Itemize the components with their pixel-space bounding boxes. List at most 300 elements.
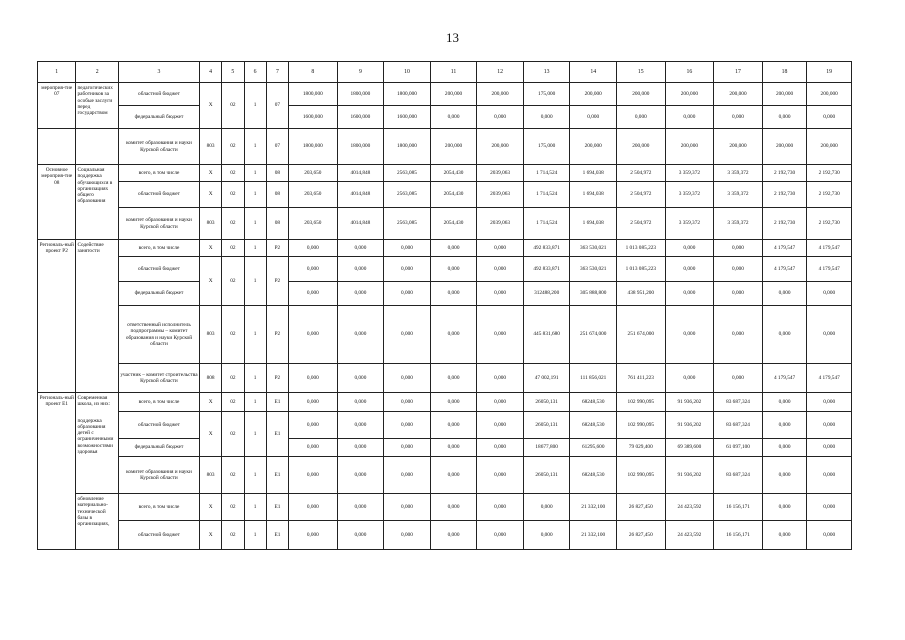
code-cell: 07 [266,129,288,165]
column-header: 7 [266,62,288,83]
value-cell: 0,000 [807,494,852,521]
value-cell: 0,000 [477,106,524,129]
value-cell: 0,000 [762,393,807,412]
code-cell: 1 [244,165,266,182]
value-cell: 2054,430 [430,182,477,208]
row-group-name: педагогических работников за особые заслуги перед государством [76,83,119,129]
value-cell: 438 951,200 [617,282,666,306]
value-cell: 0,000 [430,439,477,457]
value-cell: 0,000 [337,240,384,257]
code-cell: 1 [244,240,266,257]
value-cell: 0,000 [762,521,807,550]
value-cell: 0,000 [477,282,524,306]
value-cell: 363 530,021 [570,257,617,282]
value-cell: 102 990,095 [617,457,666,494]
value-cell: 1 714,524 [523,182,570,208]
code-cell: X [199,494,221,521]
value-cell: 1 714,524 [523,165,570,182]
code-cell: 1 [244,306,266,364]
value-cell: 0,000 [384,306,431,364]
value-cell: 3 359,372 [714,165,763,182]
code-cell: E1 [266,494,288,521]
value-cell: 0,000 [714,282,763,306]
value-cell: 1800,000 [289,129,338,165]
value-cell: 1 013 085,223 [617,257,666,282]
code-cell: P2 [266,364,288,393]
value-cell: 0,000 [337,457,384,494]
code-cell: 07 [266,83,288,129]
value-cell: 492 833,871 [523,240,570,257]
value-cell: 0,000 [762,439,807,457]
value-cell: 251 674,000 [570,306,617,364]
value-cell: 0,000 [337,282,384,306]
code-cell: P2 [266,257,288,306]
table-row [38,282,852,306]
value-cell: 47 002,191 [523,364,570,393]
column-header: 14 [570,62,617,83]
value-cell: 0,000 [807,306,852,364]
value-cell: 3 359,372 [665,208,714,240]
value-cell: 68248,530 [570,412,617,439]
value-cell: 0,000 [384,393,431,412]
value-cell: 200,000 [807,129,852,165]
value-cell: 2039,063 [477,165,524,182]
value-cell: 175,000 [523,129,570,165]
value-cell: 0,000 [665,306,714,364]
value-cell: 203,650 [289,208,338,240]
value-cell: 200,000 [477,83,524,106]
value-cell: 91 936,202 [665,412,714,439]
row-group-name: Содействие занятости [76,240,119,393]
code-cell: E1 [266,393,288,412]
value-cell: 0,000 [807,106,852,129]
row-group-label: мероприя-тие 07 [38,83,76,129]
value-cell: 0,000 [807,521,852,550]
value-cell: 1600,000 [384,106,431,129]
value-cell: 2563,085 [384,182,431,208]
value-cell: 0,000 [617,106,666,129]
value-cell: 2039,063 [477,182,524,208]
code-cell: 02 [222,208,244,240]
value-cell: 0,000 [430,257,477,282]
value-cell: 0,000 [523,521,570,550]
value-cell: 0,000 [289,393,338,412]
row-group-label: Региональ-ный проект P2 [38,240,76,393]
value-cell: 0,000 [289,282,338,306]
code-cell: 1 [244,521,266,550]
code-cell: X [199,521,221,550]
table-row [38,182,852,208]
value-cell: 0,000 [337,494,384,521]
value-cell: 312488,200 [523,282,570,306]
source-label: ответственный исполнитель подпрограммы – комитет образования и науки Курской области [118,306,199,364]
value-cell: 3 359,372 [665,165,714,182]
value-cell: 1 694,038 [570,165,617,182]
value-cell: 4 179,547 [807,257,852,282]
column-header: 8 [289,62,338,83]
value-cell: 2 192,730 [762,182,807,208]
value-cell: 200,000 [714,129,763,165]
value-cell: 0,000 [430,240,477,257]
code-cell: 02 [222,494,244,521]
value-cell: 79 029,400 [617,439,666,457]
column-header: 19 [807,62,852,83]
value-cell: 1800,000 [337,83,384,106]
code-cell: X [199,412,221,457]
source-label: федеральный бюджет [118,106,199,129]
value-cell: 4 179,547 [807,240,852,257]
value-cell: 68248,530 [570,457,617,494]
code-cell: 02 [222,182,244,208]
source-label: областной бюджет [118,412,199,439]
code-cell: 02 [222,165,244,182]
code-cell: X [199,182,221,208]
value-cell: 0,000 [477,457,524,494]
value-cell: 0,000 [762,457,807,494]
code-cell: 02 [222,306,244,364]
row-group-label: Основное мероприя-тие 08 [38,165,76,240]
value-cell: 200,000 [762,129,807,165]
value-cell: 0,000 [289,240,338,257]
code-cell: 1 [244,393,266,412]
value-cell: 2039,063 [477,208,524,240]
column-header: 9 [337,62,384,83]
column-header: 5 [222,62,244,83]
value-cell: 0,000 [384,521,431,550]
value-cell: 0,000 [762,282,807,306]
column-header: 15 [617,62,666,83]
table-row [38,240,852,257]
code-cell: X [199,83,221,129]
code-cell: 1 [244,412,266,457]
value-cell: 61 097,100 [714,439,763,457]
value-cell: 0,000 [337,364,384,393]
value-cell: 0,000 [289,457,338,494]
value-cell: 1800,000 [337,129,384,165]
budget-table [37,61,852,550]
value-cell: 2 192,730 [807,208,852,240]
value-cell: 200,000 [714,83,763,106]
value-cell: 0,000 [807,457,852,494]
value-cell: 251 674,000 [617,306,666,364]
code-cell: 02 [222,521,244,550]
value-cell: 83 687,324 [714,393,763,412]
source-label: областной бюджет [118,182,199,208]
value-cell: 24 423,592 [665,521,714,550]
value-cell: 2 192,730 [807,165,852,182]
table-row [38,106,852,129]
code-cell: 02 [222,257,244,306]
value-cell: 111 856,021 [570,364,617,393]
value-cell: 492 833,871 [523,257,570,282]
column-header: 1 [38,62,76,83]
value-cell: 0,000 [714,306,763,364]
value-cell: 2563,085 [384,208,431,240]
value-cell: 0,000 [430,306,477,364]
value-cell: 1800,000 [289,83,338,106]
value-cell: 0,000 [337,393,384,412]
value-cell: 1 714,524 [523,208,570,240]
code-cell: 1 [244,257,266,306]
value-cell: 200,000 [762,83,807,106]
value-cell: 26050,131 [523,457,570,494]
code-cell: 02 [222,129,244,165]
value-cell: 305 888,800 [570,282,617,306]
code-cell: 803 [199,129,221,165]
value-cell: 83 687,324 [714,457,763,494]
value-cell: 200,000 [807,83,852,106]
value-cell: 2563,085 [384,165,431,182]
row-group-label: Региональ-ный проект Е1 [38,393,76,550]
value-cell: 102 990,095 [617,393,666,412]
code-cell: 08 [266,165,288,182]
column-header: 13 [523,62,570,83]
column-header: 2 [76,62,119,83]
source-label: всего, в том числе [118,240,199,257]
code-cell: 08 [266,208,288,240]
value-cell: 1600,000 [289,106,338,129]
value-cell: 18677,800 [523,439,570,457]
value-cell: 26050,131 [523,393,570,412]
value-cell: 0,000 [762,106,807,129]
value-cell: 69 389,600 [665,439,714,457]
value-cell: 200,000 [477,129,524,165]
table-row [38,62,852,83]
value-cell: 2 504,972 [617,182,666,208]
source-label: федеральный бюджет [118,439,199,457]
value-cell: 0,000 [430,521,477,550]
value-cell: 1800,000 [384,83,431,106]
column-header: 11 [430,62,477,83]
value-cell: 2 192,730 [762,208,807,240]
column-header: 4 [199,62,221,83]
table-row [38,257,852,282]
value-cell: 0,000 [477,364,524,393]
code-cell: P2 [266,306,288,364]
value-cell: 0,000 [430,282,477,306]
value-cell: 2054,430 [430,208,477,240]
value-cell: 0,000 [477,257,524,282]
value-cell: 91 936,202 [665,393,714,412]
table-row [38,364,852,393]
table-row [38,521,852,550]
code-cell: 02 [222,240,244,257]
value-cell: 4014,848 [337,182,384,208]
table-row [38,412,852,439]
value-cell: 0,000 [665,257,714,282]
value-cell: 0,000 [384,494,431,521]
table-row [38,439,852,457]
column-header: 10 [384,62,431,83]
source-label: областной бюджет [118,83,199,106]
source-label: всего, в том числе [118,393,199,412]
row-group-name [76,393,119,494]
code-cell: E1 [266,412,288,457]
table-row [38,457,852,494]
value-cell: 0,000 [477,439,524,457]
table-row [38,208,852,240]
row-group-label [38,129,76,165]
value-cell: 0,000 [665,282,714,306]
value-cell: 0,000 [477,240,524,257]
code-cell: 808 [199,364,221,393]
code-cell: E1 [266,457,288,494]
value-cell: 4 179,547 [762,364,807,393]
code-cell: 1 [244,457,266,494]
value-cell: 0,000 [714,240,763,257]
value-cell: 0,000 [477,306,524,364]
value-cell: 0,000 [665,106,714,129]
value-cell: 4014,848 [337,165,384,182]
value-cell: 0,000 [430,457,477,494]
value-cell: 0,000 [477,412,524,439]
column-header: 12 [477,62,524,83]
value-cell: 0,000 [430,106,477,129]
value-cell: 203,650 [289,182,338,208]
code-cell: E1 [266,521,288,550]
value-cell: 0,000 [384,257,431,282]
value-cell: 26 827,450 [617,494,666,521]
value-cell: 200,000 [430,83,477,106]
value-cell: 363 530,021 [570,240,617,257]
value-cell: 0,000 [477,494,524,521]
value-cell: 68248,530 [570,393,617,412]
value-cell: 1 694,038 [570,208,617,240]
code-cell: 1 [244,364,266,393]
column-header: 18 [762,62,807,83]
column-header: 16 [665,62,714,83]
code-cell: 1 [244,494,266,521]
value-cell: 0,000 [289,257,338,282]
value-cell: 200,000 [617,129,666,165]
value-cell: 0,000 [337,521,384,550]
value-cell: 0,000 [289,364,338,393]
table-row [38,306,852,364]
value-cell: 91 936,202 [665,457,714,494]
subgroup-title: Современная школа, из них: [77,395,111,408]
value-cell: 2 192,730 [807,182,852,208]
value-cell: 0,000 [430,364,477,393]
value-cell: 0,000 [523,494,570,521]
value-cell: 102 990,095 [617,412,666,439]
value-cell: 2 504,972 [617,165,666,182]
source-label: комитет образования и науки Курской области [118,208,199,240]
code-cell: 803 [199,306,221,364]
value-cell: 4014,848 [337,208,384,240]
value-cell: 0,000 [289,494,338,521]
value-cell: 200,000 [570,129,617,165]
value-cell: 3 359,372 [714,182,763,208]
value-cell: 0,000 [807,439,852,457]
value-cell: 0,000 [337,257,384,282]
value-cell: 2 192,730 [762,165,807,182]
value-cell: 0,000 [384,439,431,457]
value-cell: 200,000 [665,129,714,165]
code-cell: 02 [222,393,244,412]
subgroup-title: поддержка образования детей с ограниченными возможностями здоровья [77,417,114,455]
value-cell: 0,000 [523,106,570,129]
source-label: участник – комитет строительства Курской области [118,364,199,393]
code-cell: 803 [199,208,221,240]
value-cell: 0,000 [289,439,338,457]
value-cell: 0,000 [430,412,477,439]
code-cell: 1 [244,83,266,129]
value-cell: 1 694,038 [570,182,617,208]
value-cell: 0,000 [807,412,852,439]
table-row [38,494,852,521]
code-cell: 1 [244,129,266,165]
code-cell: 02 [222,83,244,129]
value-cell: 0,000 [384,240,431,257]
code-cell: 02 [222,364,244,393]
table-row [38,129,852,165]
value-cell: 3 359,372 [665,182,714,208]
value-cell: 61295,600 [570,439,617,457]
table-row [38,83,852,106]
value-cell: 1600,000 [337,106,384,129]
value-cell: 0,000 [714,106,763,129]
value-cell: 0,000 [384,412,431,439]
source-label: комитет образования и науки Курской области [118,457,199,494]
code-cell: 02 [222,457,244,494]
table-row [38,165,852,182]
value-cell: 200,000 [665,83,714,106]
table-row [38,393,852,412]
value-cell: 0,000 [337,306,384,364]
code-cell: 1 [244,208,266,240]
value-cell: 0,000 [289,412,338,439]
value-cell: 0,000 [807,282,852,306]
row-group-name [76,129,119,165]
value-cell: 4 179,547 [807,364,852,393]
value-cell: 24 423,592 [665,494,714,521]
code-cell: 803 [199,457,221,494]
value-cell: 26050,131 [523,412,570,439]
value-cell: 203,650 [289,165,338,182]
value-cell: 0,000 [337,412,384,439]
value-cell: 761 411,223 [617,364,666,393]
code-cell: X [199,165,221,182]
value-cell: 0,000 [570,106,617,129]
value-cell: 83 687,324 [714,412,763,439]
source-label: комитет образования и науки Курской области [118,129,199,165]
column-header: 3 [118,62,199,83]
column-header: 6 [244,62,266,83]
value-cell: 2054,430 [430,165,477,182]
value-cell: 0,000 [289,306,338,364]
value-cell: 16 156,171 [714,494,763,521]
value-cell: 200,000 [617,83,666,106]
value-cell: 0,000 [430,393,477,412]
source-label: областной бюджет [118,521,199,550]
value-cell: 16 156,171 [714,521,763,550]
code-cell: 02 [222,412,244,457]
value-cell: 26 827,450 [617,521,666,550]
value-cell: 0,000 [384,282,431,306]
value-cell: 0,000 [477,393,524,412]
code-cell: X [199,393,221,412]
code-cell: 1 [244,182,266,208]
value-cell: 1 013 085,223 [617,240,666,257]
value-cell: 0,000 [714,257,763,282]
value-cell: 445 831,680 [523,306,570,364]
value-cell: 0,000 [807,393,852,412]
value-cell: 200,000 [570,83,617,106]
column-header: 17 [714,62,763,83]
value-cell: 200,000 [430,129,477,165]
value-cell: 4 179,547 [762,240,807,257]
source-label: всего, в том числе [118,165,199,182]
